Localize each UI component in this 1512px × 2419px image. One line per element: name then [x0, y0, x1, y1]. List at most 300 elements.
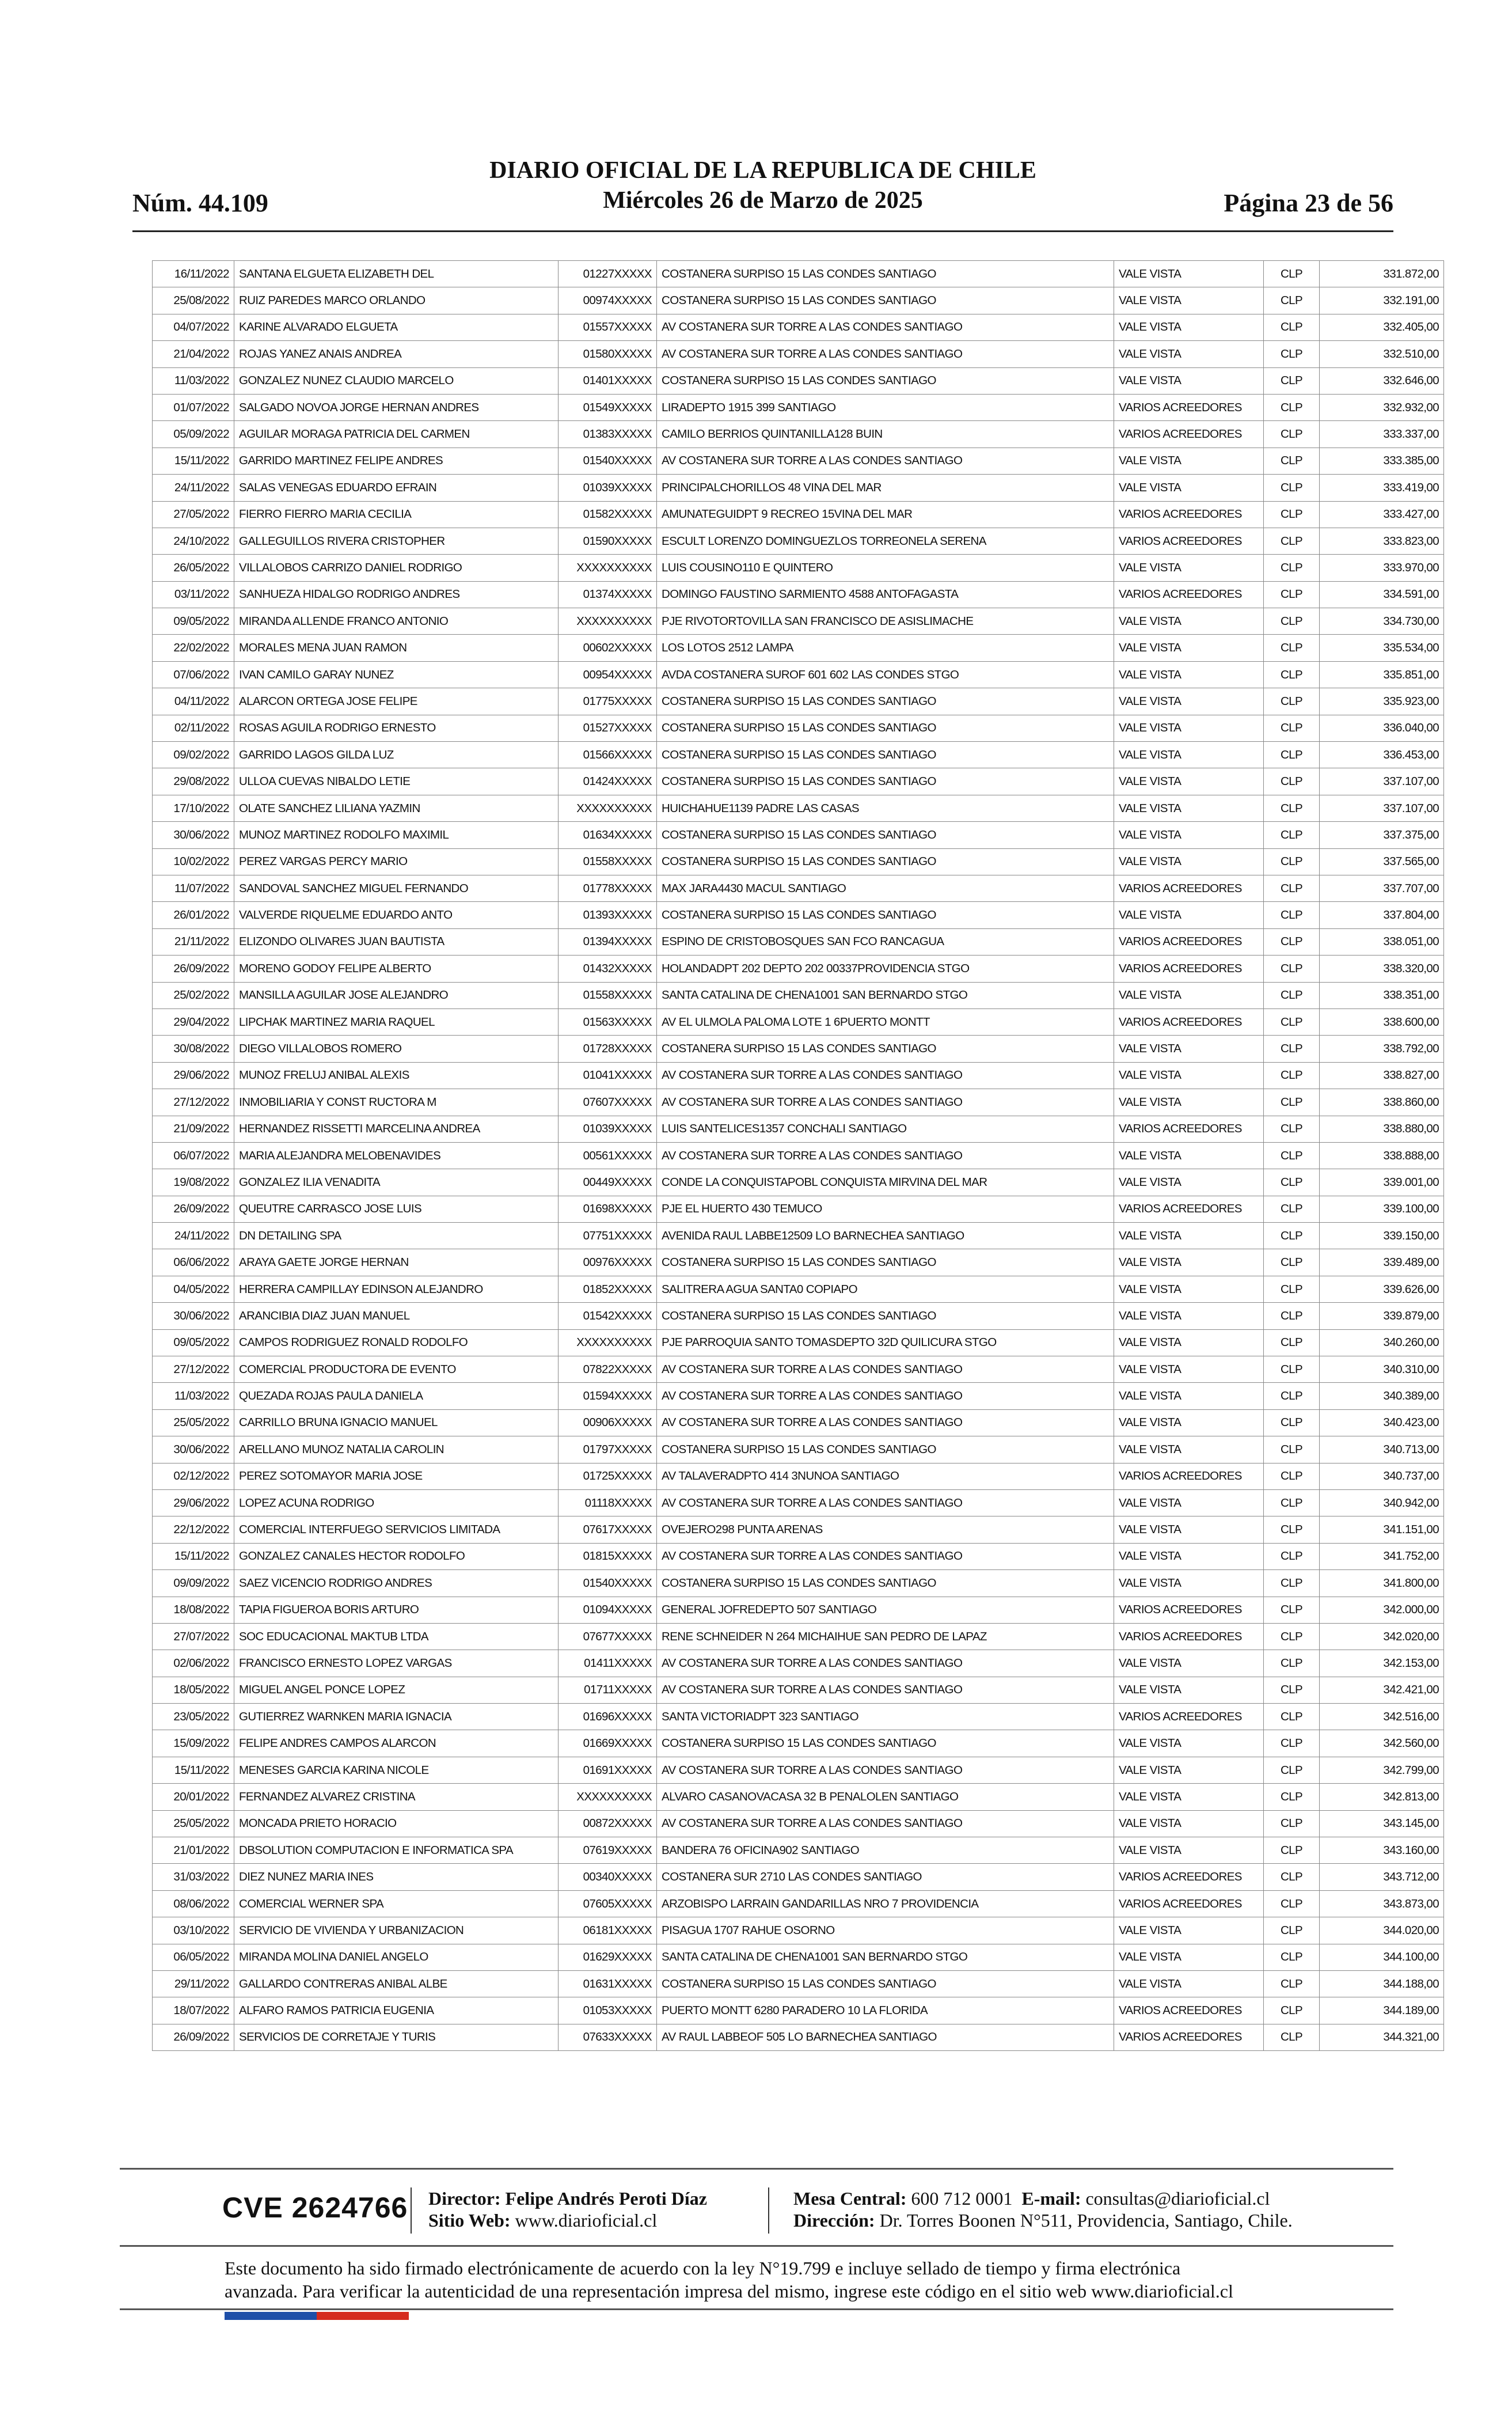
cell-amount: 338.827,00 — [1320, 1062, 1444, 1089]
cell-currency: CLP — [1264, 795, 1320, 821]
cell-currency: CLP — [1264, 555, 1320, 581]
cell-currency: CLP — [1264, 768, 1320, 795]
cell-amount: 331.872,00 — [1320, 261, 1444, 287]
cell-amount: 340.713,00 — [1320, 1436, 1444, 1463]
cell-address: ARZOBISPO LARRAIN GANDARILLAS NRO 7 PROVIDENCIA — [657, 1890, 1114, 1917]
cell-rut: 01540XXXXX — [559, 1570, 657, 1597]
cell-amount: 342.020,00 — [1320, 1623, 1444, 1650]
mesa-phone: 600 712 0001 — [911, 2188, 1013, 2209]
cell-address: SANTA CATALINA DE CHENA1001 SAN BERNARDO STGO — [657, 1944, 1114, 1970]
cell-address: OVEJERO298 PUNTA ARENAS — [657, 1516, 1114, 1543]
cell-rut: 01563XXXXX — [559, 1008, 657, 1035]
cell-name: INMOBILIARIA Y CONST RUCTORA M — [234, 1089, 559, 1116]
cell-payment-type: VALE VISTA — [1114, 982, 1264, 1008]
cell-name: MIRANDA MOLINA DANIEL ANGELO — [234, 1944, 559, 1970]
cell-currency: CLP — [1264, 1329, 1320, 1356]
cell-name: MORENO GODOY FELIPE ALBERTO — [234, 956, 559, 982]
cell-amount: 335.923,00 — [1320, 688, 1444, 715]
cell-address: COSTANERA SURPISO 15 LAS CONDES SANTIAGO — [657, 822, 1114, 848]
table-row — [153, 1356, 1444, 1383]
cell-currency: CLP — [1264, 1062, 1320, 1089]
cell-currency: CLP — [1264, 1169, 1320, 1196]
email-link[interactable]: consultas@diarioficial.cl — [1085, 2188, 1270, 2209]
email-label: E-mail: — [1021, 2188, 1081, 2209]
masthead — [132, 156, 1393, 215]
cell-date: 24/11/2022 — [153, 475, 234, 501]
cell-amount: 338.888,00 — [1320, 1142, 1444, 1169]
cell-date: 06/06/2022 — [153, 1249, 234, 1276]
cell-payment-type: VALE VISTA — [1114, 1971, 1264, 1997]
cell-amount: 337.565,00 — [1320, 848, 1444, 875]
cell-date: 06/07/2022 — [153, 1142, 234, 1169]
cell-address: AV COSTANERA SUR TORRE A LAS CONDES SANTIAGO — [657, 1810, 1114, 1837]
cell-currency: CLP — [1264, 1597, 1320, 1623]
cell-date: 25/05/2022 — [153, 1810, 234, 1837]
cell-rut: 01118XXXXX — [559, 1489, 657, 1516]
cell-rut: XXXXXXXXXX — [559, 555, 657, 581]
cell-name: RUIZ PAREDES MARCO ORLANDO — [234, 287, 559, 314]
cell-address: AV RAUL LABBEOF 505 LO BARNECHEA SANTIAGO — [657, 2024, 1114, 2050]
cell-amount: 338.051,00 — [1320, 928, 1444, 955]
cell-payment-type: VARIOS ACREEDORES — [1114, 581, 1264, 608]
cell-date: 27/05/2022 — [153, 501, 234, 528]
cell-currency: CLP — [1264, 367, 1320, 394]
website-link[interactable]: www.diarioficial.cl — [515, 2210, 658, 2231]
cell-payment-type: VALE VISTA — [1114, 287, 1264, 314]
director-name: Felipe Andrés Peroti Díaz — [505, 2188, 707, 2209]
cell-date: 19/08/2022 — [153, 1169, 234, 1196]
cell-date: 11/07/2022 — [153, 875, 234, 901]
cell-payment-type: VALE VISTA — [1114, 475, 1264, 501]
table-row — [153, 475, 1444, 501]
cell-rut: 00602XXXXX — [559, 635, 657, 661]
footer-separator — [768, 2187, 769, 2234]
cell-date: 18/05/2022 — [153, 1677, 234, 1703]
header-divider — [132, 230, 1393, 232]
cell-address: AV COSTANERA SUR TORRE A LAS CONDES SANTIAGO — [657, 341, 1114, 367]
cell-payment-type: VARIOS ACREEDORES — [1114, 421, 1264, 448]
cell-date: 29/06/2022 — [153, 1489, 234, 1516]
table-row — [153, 394, 1444, 420]
cell-rut: 07607XXXXX — [559, 1089, 657, 1116]
records-table — [152, 260, 1444, 2051]
cell-rut: 07619XXXXX — [559, 1837, 657, 1864]
cell-address: COSTANERA SURPISO 15 LAS CONDES SANTIAGO — [657, 1036, 1114, 1062]
cell-amount: 342.813,00 — [1320, 1784, 1444, 1810]
cell-rut: 00906XXXXX — [559, 1409, 657, 1436]
cell-amount: 344.100,00 — [1320, 1944, 1444, 1970]
cell-payment-type: VALE VISTA — [1114, 1570, 1264, 1597]
cell-date: 03/10/2022 — [153, 1917, 234, 1944]
cell-currency: CLP — [1264, 528, 1320, 554]
cell-date: 30/08/2022 — [153, 1036, 234, 1062]
cell-payment-type: VALE VISTA — [1114, 1516, 1264, 1543]
table-row — [153, 1917, 1444, 1944]
cell-date: 26/05/2022 — [153, 555, 234, 581]
cell-name: SALGADO NOVOA JORGE HERNAN ANDRES — [234, 394, 559, 420]
table-row — [153, 1784, 1444, 1810]
cell-date: 27/12/2022 — [153, 1089, 234, 1116]
cell-currency: CLP — [1264, 635, 1320, 661]
table-row — [153, 448, 1444, 474]
cell-amount: 342.799,00 — [1320, 1757, 1444, 1783]
table-row — [153, 875, 1444, 901]
cell-payment-type: VALE VISTA — [1114, 341, 1264, 367]
cell-name: PEREZ SOTOMAYOR MARIA JOSE — [234, 1463, 559, 1489]
cell-address: COSTANERA SURPISO 15 LAS CONDES SANTIAGO — [657, 1730, 1114, 1757]
cell-amount: 340.942,00 — [1320, 1489, 1444, 1516]
cell-amount: 337.707,00 — [1320, 875, 1444, 901]
cell-name: DIEZ NUNEZ MARIA INES — [234, 1864, 559, 1890]
cell-name: FIERRO FIERRO MARIA CECILIA — [234, 501, 559, 528]
cell-date: 23/05/2022 — [153, 1704, 234, 1730]
cell-amount: 333.970,00 — [1320, 555, 1444, 581]
cell-date: 30/06/2022 — [153, 1303, 234, 1329]
cell-currency: CLP — [1264, 1303, 1320, 1329]
cell-amount: 338.351,00 — [1320, 982, 1444, 1008]
cell-currency: CLP — [1264, 1383, 1320, 1409]
cell-currency: CLP — [1264, 1704, 1320, 1730]
cell-payment-type: VALE VISTA — [1114, 1677, 1264, 1703]
cell-address: BANDERA 76 OFICINA902 SANTIAGO — [657, 1837, 1114, 1864]
cell-date: 05/09/2022 — [153, 421, 234, 448]
cell-rut: 01041XXXXX — [559, 1062, 657, 1089]
cell-address: AV COSTANERA SUR TORRE A LAS CONDES SANTIAGO — [657, 1356, 1114, 1383]
cell-payment-type: VALE VISTA — [1114, 635, 1264, 661]
cell-rut: 01582XXXXX — [559, 501, 657, 528]
cell-rut: 01590XXXXX — [559, 528, 657, 554]
cell-amount: 343.873,00 — [1320, 1890, 1444, 1917]
cell-amount: 341.151,00 — [1320, 1516, 1444, 1543]
cell-name: SANTANA ELGUETA ELIZABETH DEL — [234, 261, 559, 287]
table-row — [153, 314, 1444, 340]
cell-currency: CLP — [1264, 1730, 1320, 1757]
cell-rut: 01394XXXXX — [559, 928, 657, 955]
cell-name: SOC EDUCACIONAL MAKTUB LTDA — [234, 1623, 559, 1650]
cell-payment-type: VALE VISTA — [1114, 1356, 1264, 1383]
cell-rut: 01815XXXXX — [559, 1543, 657, 1569]
cell-payment-type: VALE VISTA — [1114, 1917, 1264, 1944]
cell-amount: 334.591,00 — [1320, 581, 1444, 608]
cell-payment-type: VALE VISTA — [1114, 1276, 1264, 1302]
cell-payment-type: VALE VISTA — [1114, 1837, 1264, 1864]
cell-date: 04/05/2022 — [153, 1276, 234, 1302]
legal-line: avanzada. Para verificar la autenticidad de una representación impresa del mismo, ingrese este código en el sitio web www.diarioficial.cl — [225, 2281, 1233, 2302]
cell-rut: 00976XXXXX — [559, 1249, 657, 1276]
cell-amount: 344.189,00 — [1320, 1997, 1444, 2024]
cell-date: 26/09/2022 — [153, 1196, 234, 1222]
cell-currency: CLP — [1264, 1008, 1320, 1035]
cell-address: AV COSTANERA SUR TORRE A LAS CONDES SANTIAGO — [657, 1062, 1114, 1089]
cell-amount: 337.107,00 — [1320, 795, 1444, 821]
cell-payment-type: VALE VISTA — [1114, 902, 1264, 928]
cell-rut: 01725XXXXX — [559, 1463, 657, 1489]
footer-divider-top — [120, 2168, 1393, 2170]
cell-address: SALITRERA AGUA SANTA0 COPIAPO — [657, 1276, 1114, 1302]
cell-currency: CLP — [1264, 1276, 1320, 1302]
cell-rut: 07822XXXXX — [559, 1356, 657, 1383]
cell-name: DBSOLUTION COMPUTACION E INFORMATICA SPA — [234, 1837, 559, 1864]
cell-date: 20/01/2022 — [153, 1784, 234, 1810]
cell-payment-type: VALE VISTA — [1114, 555, 1264, 581]
cell-rut: 01540XXXXX — [559, 448, 657, 474]
table-row — [153, 2024, 1444, 2050]
cell-date: 25/08/2022 — [153, 287, 234, 314]
cell-name: ALFARO RAMOS PATRICIA EUGENIA — [234, 1997, 559, 2024]
cell-date: 15/09/2022 — [153, 1730, 234, 1757]
cell-address: COSTANERA SURPISO 15 LAS CONDES SANTIAGO — [657, 287, 1114, 314]
cell-name: MIGUEL ANGEL PONCE LOPEZ — [234, 1677, 559, 1703]
cell-payment-type: VALE VISTA — [1114, 1810, 1264, 1837]
cell-payment-type: VARIOS ACREEDORES — [1114, 928, 1264, 955]
cell-rut: 01557XXXXX — [559, 314, 657, 340]
cell-date: 09/05/2022 — [153, 1329, 234, 1356]
cell-currency: CLP — [1264, 1623, 1320, 1650]
cell-currency: CLP — [1264, 1570, 1320, 1597]
cell-payment-type: VALE VISTA — [1114, 661, 1264, 688]
cell-payment-type: VALE VISTA — [1114, 715, 1264, 741]
page-footer — [120, 2183, 1393, 2246]
cell-payment-type: VALE VISTA — [1114, 1169, 1264, 1196]
cell-name: SAEZ VICENCIO RODRIGO ANDRES — [234, 1570, 559, 1597]
cell-amount: 335.534,00 — [1320, 635, 1444, 661]
table-row — [153, 715, 1444, 741]
cell-date: 07/06/2022 — [153, 661, 234, 688]
cell-name: VILLALOBOS CARRIZO DANIEL RODRIGO — [234, 555, 559, 581]
cell-amount: 333.419,00 — [1320, 475, 1444, 501]
cell-address: PRINCIPALCHORILLOS 48 VINA DEL MAR — [657, 475, 1114, 501]
issue-number: Núm. 44.109 — [132, 189, 268, 217]
cell-name: FERNANDEZ ALVAREZ CRISTINA — [234, 1784, 559, 1810]
cell-date: 24/10/2022 — [153, 528, 234, 554]
cell-name: ELIZONDO OLIVARES JUAN BAUTISTA — [234, 928, 559, 955]
cell-payment-type: VALE VISTA — [1114, 1036, 1264, 1062]
cell-name: SERVICIO DE VIVIENDA Y URBANIZACION — [234, 1917, 559, 1944]
cell-rut: 01728XXXXX — [559, 1036, 657, 1062]
cell-rut: XXXXXXXXXX — [559, 1784, 657, 1810]
cell-address: COSTANERA SURPISO 15 LAS CONDES SANTIAGO — [657, 367, 1114, 394]
cell-date: 01/07/2022 — [153, 394, 234, 420]
cell-name: MONCADA PRIETO HORACIO — [234, 1810, 559, 1837]
flag-stripe — [225, 2312, 409, 2320]
flag-blue-band — [225, 2312, 317, 2320]
table-row — [153, 1116, 1444, 1142]
cell-currency: CLP — [1264, 1810, 1320, 1837]
cell-currency: CLP — [1264, 1650, 1320, 1677]
table-row — [153, 742, 1444, 768]
table-row — [153, 287, 1444, 314]
page-number: Página 23 de 56 — [1224, 189, 1393, 217]
cell-currency: CLP — [1264, 1116, 1320, 1142]
cell-rut: 01558XXXXX — [559, 982, 657, 1008]
cell-date: 29/04/2022 — [153, 1008, 234, 1035]
cell-payment-type: VALE VISTA — [1114, 1062, 1264, 1089]
cell-rut: 01797XXXXX — [559, 1436, 657, 1463]
table-row — [153, 555, 1444, 581]
cell-amount: 338.880,00 — [1320, 1116, 1444, 1142]
cell-payment-type: VALE VISTA — [1114, 1383, 1264, 1409]
cell-payment-type: VALE VISTA — [1114, 1249, 1264, 1276]
cell-amount: 333.385,00 — [1320, 448, 1444, 474]
cell-currency: CLP — [1264, 501, 1320, 528]
cell-rut: 01432XXXXX — [559, 956, 657, 982]
table-row — [153, 1409, 1444, 1436]
cell-payment-type: VARIOS ACREEDORES — [1114, 1704, 1264, 1730]
cell-payment-type: VALE VISTA — [1114, 1730, 1264, 1757]
table-row — [153, 501, 1444, 528]
cell-amount: 332.191,00 — [1320, 287, 1444, 314]
cell-payment-type: VARIOS ACREEDORES — [1114, 528, 1264, 554]
cell-rut: 01629XXXXX — [559, 1944, 657, 1970]
cell-currency: CLP — [1264, 1489, 1320, 1516]
cell-address: ALVARO CASANOVACASA 32 B PENALOLEN SANTIAGO — [657, 1784, 1114, 1810]
cell-amount: 338.320,00 — [1320, 956, 1444, 982]
cell-amount: 336.453,00 — [1320, 742, 1444, 768]
cell-address: ESPINO DE CRISTOBOSQUES SAN FCO RANCAGUA — [657, 928, 1114, 955]
cell-rut: 01669XXXXX — [559, 1730, 657, 1757]
table-row — [153, 1997, 1444, 2024]
cell-rut: 01594XXXXX — [559, 1383, 657, 1409]
cell-date: 31/03/2022 — [153, 1864, 234, 1890]
records-table-body — [153, 261, 1444, 2051]
cell-name: LIPCHAK MARTINEZ MARIA RAQUEL — [234, 1008, 559, 1035]
cell-amount: 337.804,00 — [1320, 902, 1444, 928]
cell-rut: 01542XXXXX — [559, 1303, 657, 1329]
table-row — [153, 1944, 1444, 1970]
cell-currency: CLP — [1264, 1944, 1320, 1970]
cell-address: PISAGUA 1707 RAHUE OSORNO — [657, 1917, 1114, 1944]
cell-address: COSTANERA SURPISO 15 LAS CONDES SANTIAGO — [657, 1436, 1114, 1463]
cell-name: DIEGO VILLALOBOS ROMERO — [234, 1036, 559, 1062]
cell-rut: 01566XXXXX — [559, 742, 657, 768]
cell-amount: 339.626,00 — [1320, 1276, 1444, 1302]
cell-name: GALLARDO CONTRERAS ANIBAL ALBE — [234, 1971, 559, 1997]
cell-address: COSTANERA SUR 2710 LAS CONDES SANTIAGO — [657, 1864, 1114, 1890]
table-row — [153, 1223, 1444, 1249]
flag-red-band — [317, 2312, 409, 2320]
cell-amount: 340.260,00 — [1320, 1329, 1444, 1356]
cell-rut: 00954XXXXX — [559, 661, 657, 688]
cell-payment-type: VARIOS ACREEDORES — [1114, 1864, 1264, 1890]
cell-payment-type: VALE VISTA — [1114, 448, 1264, 474]
cell-name: KARINE ALVARADO ELGUETA — [234, 314, 559, 340]
cell-rut: 07633XXXXX — [559, 2024, 657, 2050]
cell-currency: CLP — [1264, 1864, 1320, 1890]
cell-name: ULLOA CUEVAS NIBALDO LETIE — [234, 768, 559, 795]
table-row — [153, 982, 1444, 1008]
cell-address: AV COSTANERA SUR TORRE A LAS CONDES SANTIAGO — [657, 1757, 1114, 1783]
cell-currency: CLP — [1264, 715, 1320, 741]
cell-date: 22/12/2022 — [153, 1516, 234, 1543]
table-row — [153, 1196, 1444, 1222]
cell-date: 27/07/2022 — [153, 1623, 234, 1650]
cell-address: COSTANERA SURPISO 15 LAS CONDES SANTIAGO — [657, 1971, 1114, 1997]
cell-amount: 333.823,00 — [1320, 528, 1444, 554]
cell-address: LUIS COUSINO110 E QUINTERO — [657, 555, 1114, 581]
cell-date: 26/01/2022 — [153, 902, 234, 928]
cell-payment-type: VALE VISTA — [1114, 1223, 1264, 1249]
cell-amount: 342.153,00 — [1320, 1650, 1444, 1677]
cell-currency: CLP — [1264, 1677, 1320, 1703]
cell-payment-type: VALE VISTA — [1114, 1944, 1264, 1970]
cell-currency: CLP — [1264, 1409, 1320, 1436]
cell-currency: CLP — [1264, 314, 1320, 340]
cell-currency: CLP — [1264, 1463, 1320, 1489]
cell-rut: 01634XXXXX — [559, 822, 657, 848]
cell-amount: 335.851,00 — [1320, 661, 1444, 688]
cell-date: 15/11/2022 — [153, 448, 234, 474]
table-row — [153, 822, 1444, 848]
cell-name: ARANCIBIA DIAZ JUAN MANUEL — [234, 1303, 559, 1329]
cell-address: RENE SCHNEIDER N 264 MICHAIHUE SAN PEDRO DE LAPAZ — [657, 1623, 1114, 1650]
cell-rut: 01527XXXXX — [559, 715, 657, 741]
table-row — [153, 1008, 1444, 1035]
cell-address: PJE EL HUERTO 430 TEMUCO — [657, 1196, 1114, 1222]
cell-amount: 343.712,00 — [1320, 1864, 1444, 1890]
cell-name: ARELLANO MUNOZ NATALIA CAROLIN — [234, 1436, 559, 1463]
cell-rut: 01696XXXXX — [559, 1704, 657, 1730]
footer-separator — [411, 2187, 412, 2234]
cell-payment-type: VARIOS ACREEDORES — [1114, 1597, 1264, 1623]
cell-address: ESCULT LORENZO DOMINGUEZLOS TORREONELA SERENA — [657, 528, 1114, 554]
cell-name: GARRIDO LAGOS GILDA LUZ — [234, 742, 559, 768]
cell-date: 08/06/2022 — [153, 1890, 234, 1917]
cell-amount: 339.001,00 — [1320, 1169, 1444, 1196]
cell-name: MIRANDA ALLENDE FRANCO ANTONIO — [234, 608, 559, 635]
cell-address: HOLANDADPT 202 DEPTO 202 00337PROVIDENCIA STGO — [657, 956, 1114, 982]
cell-date: 18/08/2022 — [153, 1597, 234, 1623]
cell-currency: CLP — [1264, 742, 1320, 768]
cell-rut: 01374XXXXX — [559, 581, 657, 608]
cell-address: AV COSTANERA SUR TORRE A LAS CONDES SANTIAGO — [657, 1650, 1114, 1677]
cell-amount: 334.730,00 — [1320, 608, 1444, 635]
table-row — [153, 1837, 1444, 1864]
cell-date: 27/12/2022 — [153, 1356, 234, 1383]
cell-currency: CLP — [1264, 421, 1320, 448]
cell-amount: 344.321,00 — [1320, 2024, 1444, 2050]
cell-date: 18/07/2022 — [153, 1997, 234, 2024]
cell-rut: XXXXXXXXXX — [559, 1329, 657, 1356]
cell-address: AV EL ULMOLA PALOMA LOTE 1 6PUERTO MONTT — [657, 1008, 1114, 1035]
cell-date: 03/11/2022 — [153, 581, 234, 608]
cell-address: AV COSTANERA SUR TORRE A LAS CONDES SANTIAGO — [657, 1142, 1114, 1169]
cell-date: 29/11/2022 — [153, 1971, 234, 1997]
cell-date: 17/10/2022 — [153, 795, 234, 821]
cell-date: 09/09/2022 — [153, 1570, 234, 1597]
table-row — [153, 1329, 1444, 1356]
table-row — [153, 635, 1444, 661]
cell-currency: CLP — [1264, 475, 1320, 501]
table-row — [153, 1650, 1444, 1677]
cell-address: AV COSTANERA SUR TORRE A LAS CONDES SANTIAGO — [657, 314, 1114, 340]
cell-rut: 00340XXXXX — [559, 1864, 657, 1890]
cell-currency: CLP — [1264, 822, 1320, 848]
cell-name: QUEUTRE CARRASCO JOSE LUIS — [234, 1196, 559, 1222]
cell-address: DOMINGO FAUSTINO SARMIENTO 4588 ANTOFAGASTA — [657, 581, 1114, 608]
cell-date: 25/02/2022 — [153, 982, 234, 1008]
cell-payment-type: VALE VISTA — [1114, 314, 1264, 340]
cell-date: 25/05/2022 — [153, 1409, 234, 1436]
cell-name: ALARCON ORTEGA JOSE FELIPE — [234, 688, 559, 715]
cell-address: LUIS SANTELICES1357 CONCHALI SANTIAGO — [657, 1116, 1114, 1142]
cell-rut: 00449XXXXX — [559, 1169, 657, 1196]
cell-name: GONZALEZ NUNEZ CLAUDIO MARCELO — [234, 367, 559, 394]
cell-date: 26/09/2022 — [153, 956, 234, 982]
cell-address: MAX JARA4430 MACUL SANTIAGO — [657, 875, 1114, 901]
table-row — [153, 1810, 1444, 1837]
cell-name: GUTIERREZ WARNKEN MARIA IGNACIA — [234, 1704, 559, 1730]
cell-rut: 06181XXXXX — [559, 1917, 657, 1944]
